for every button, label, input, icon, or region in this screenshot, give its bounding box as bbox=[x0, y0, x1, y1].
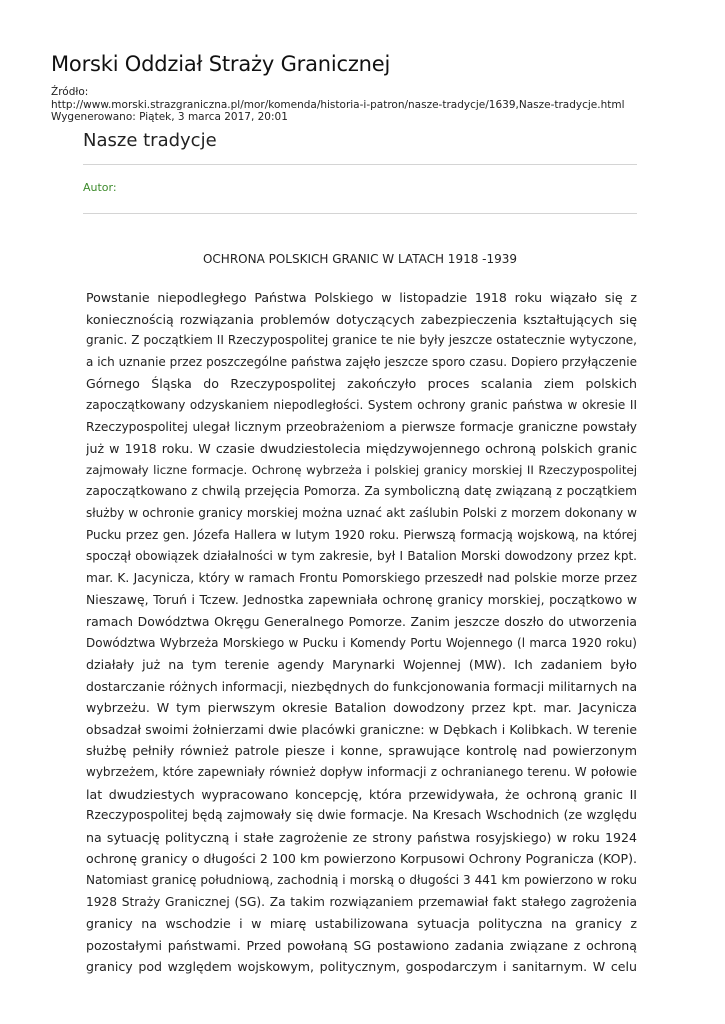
paragraph-line: granicy pod względem wojskowym, politycznym, gospodarczym i sanitarnym. W celu bbox=[86, 959, 637, 975]
paragraph-line: już w 1918 roku. W czasie dwudziestolecia międzywojennego ochroną polskich granic bbox=[86, 441, 637, 457]
paragraph-line: służby w ochronie granicy morskiej można uznać akt zaślubin Polski z morzem dokonany w bbox=[86, 505, 637, 520]
paragraph-line: służbę pełniły również patrole piesze i konne, sprawujące kontrolę nad powierzonym bbox=[86, 743, 637, 759]
paragraph-line: granicy na wschodzie i w miarę ustabilizowana sytuacja polityczna na granicy z bbox=[86, 916, 637, 932]
generated-date: Wygenerowano: Piątek, 3 marca 2017, 20:01 bbox=[51, 111, 288, 123]
divider-top bbox=[83, 164, 637, 165]
paragraph-line: lat dwudziestych wypracowano koncepcję, która przewidywała, że ochroną granic II bbox=[86, 786, 637, 802]
paragraph-line: mar. K. Jacynicza, który w ramach Frontu Pomorskiego przeszedł nad polskie morze przez bbox=[86, 570, 637, 585]
article-heading: OCHRONA POLSKICH GRANIC W LATACH 1918 -1939 bbox=[202, 252, 518, 266]
article-title: Nasze tradycje bbox=[83, 130, 217, 151]
paragraph-line: Górnego Śląska do Rzeczypospolitej zakończyło proces scalania ziem polskich bbox=[86, 376, 637, 392]
paragraph-line: zapoczątkowany odzyskaniem niepodległości. System ochrony granic państwa w okresie II bbox=[86, 397, 637, 412]
site-title: Morski Oddział Straży Granicznej bbox=[51, 52, 391, 76]
paragraph-line: spoczął obowiązek działalności w tym zakresie, był I Batalion Morski dowodzony przez kpt. bbox=[86, 549, 637, 564]
paragraph-line: granic. Z początkiem II Rzeczypospolitej granice te nie były jeszcze ostatecznie wytyczone, bbox=[86, 333, 637, 348]
source-label: Źródło: bbox=[51, 86, 89, 98]
paragraph-line: na sytuację polityczną i stałe zagrożenie ze strony państwa rosyjskiego) w roku 1924 bbox=[86, 829, 637, 845]
author-label: Autor: bbox=[83, 181, 117, 194]
paragraph-line: koniecznością rozwiązania problemów dotyczących zabezpieczenia kształtujących się bbox=[86, 311, 637, 327]
paragraph-line: Dowództwa Wybrzeża Morskiego w Pucku i Komendy Portu Wojennego (l marca 1920 roku) bbox=[86, 635, 637, 650]
source-url: http://www.morski.strazgraniczna.pl/mor/komenda/historia-i-patron/nasze-tradycje/1639,Nasze-tradycje.html bbox=[51, 98, 625, 111]
paragraph-line: ochronę granicy o długości 2 100 km powierzono Korpusowi Ochrony Pogranicza (KOP). bbox=[86, 851, 637, 867]
paragraph-line: ramach Dowództwa Okręgu Generalnego Pomorze. Zanim jeszcze doszło do utworzenia bbox=[86, 613, 637, 629]
paragraph-line: 1928 Straży Granicznej (SG). Za takim rozwiązaniem przemawiał fakt stałego zagrożenia bbox=[86, 894, 637, 909]
paragraph-line: zapoczątkowano z chwilą przejęcia Pomorza. Za symboliczną datę związaną z początkiem bbox=[86, 484, 637, 499]
paragraph-line: obsadzał swoimi żołnierzami dwie placówki graniczne: w Dębkach i Kolibkach. W terenie bbox=[86, 721, 637, 737]
paragraph-line: Natomiast granicę południową, zachodnią i morską o długości 3 441 km powierzono w roku bbox=[86, 873, 637, 888]
paragraph-line: dostarczanie różnych informacji, niezbędnych do funkcjonowania formacji militarnych na bbox=[86, 678, 637, 694]
paragraph-line: pozostałymi państwami. Przed powołaną SG postawiono zadania związane z ochroną bbox=[86, 937, 637, 953]
paragraph-line: zajmowały liczne formacje. Ochronę wybrzeża i polskiej granicy morskiej II Rzeczypospolitej bbox=[86, 462, 637, 477]
paragraph-line: Powstanie niepodległego Państwa Polskiego w listopadzie 1918 roku wiązało się z bbox=[86, 290, 637, 305]
paragraph-line: a ich uznanie przez poszczególne państwa zajęło jeszcze sporo czasu. Dopiero przyłączenie bbox=[86, 354, 637, 369]
paragraph-line: wybrzeżu. W tym pierwszym okresie Batalion dowodzony przez kpt. mar. Jacynicza bbox=[86, 700, 637, 716]
paragraph-line: Pucku przez gen. Józefa Hallera w lutym 1920 roku. Pierwszą formacją wojskową, na której bbox=[86, 527, 637, 542]
source-meta bbox=[51, 86, 625, 124]
paragraph-line: działały już na tym terenie agendy Marynarki Wojennej (MW). Ich zadaniem było bbox=[86, 657, 637, 673]
paragraph-line: Rzeczypospolitej ulegał licznym przeobrażeniom a pierwsze formacje graniczne powstały bbox=[86, 419, 637, 434]
paragraph-line: Nieszawę, Toruń i Tczew. Jednostka zapewniała ochronę granicy morskiej, początkowo w bbox=[86, 592, 637, 608]
article-body bbox=[86, 287, 637, 978]
paragraph-line: wybrzeżem, które zapewniały również dopływ informacji z ochranianego terenu. W połowie bbox=[86, 765, 637, 780]
paragraph-line: Rzeczypospolitej będą zajmowały się dwie formacje. Na Kresach Wschodnich (ze względu bbox=[86, 808, 637, 823]
divider-bottom bbox=[83, 213, 637, 214]
